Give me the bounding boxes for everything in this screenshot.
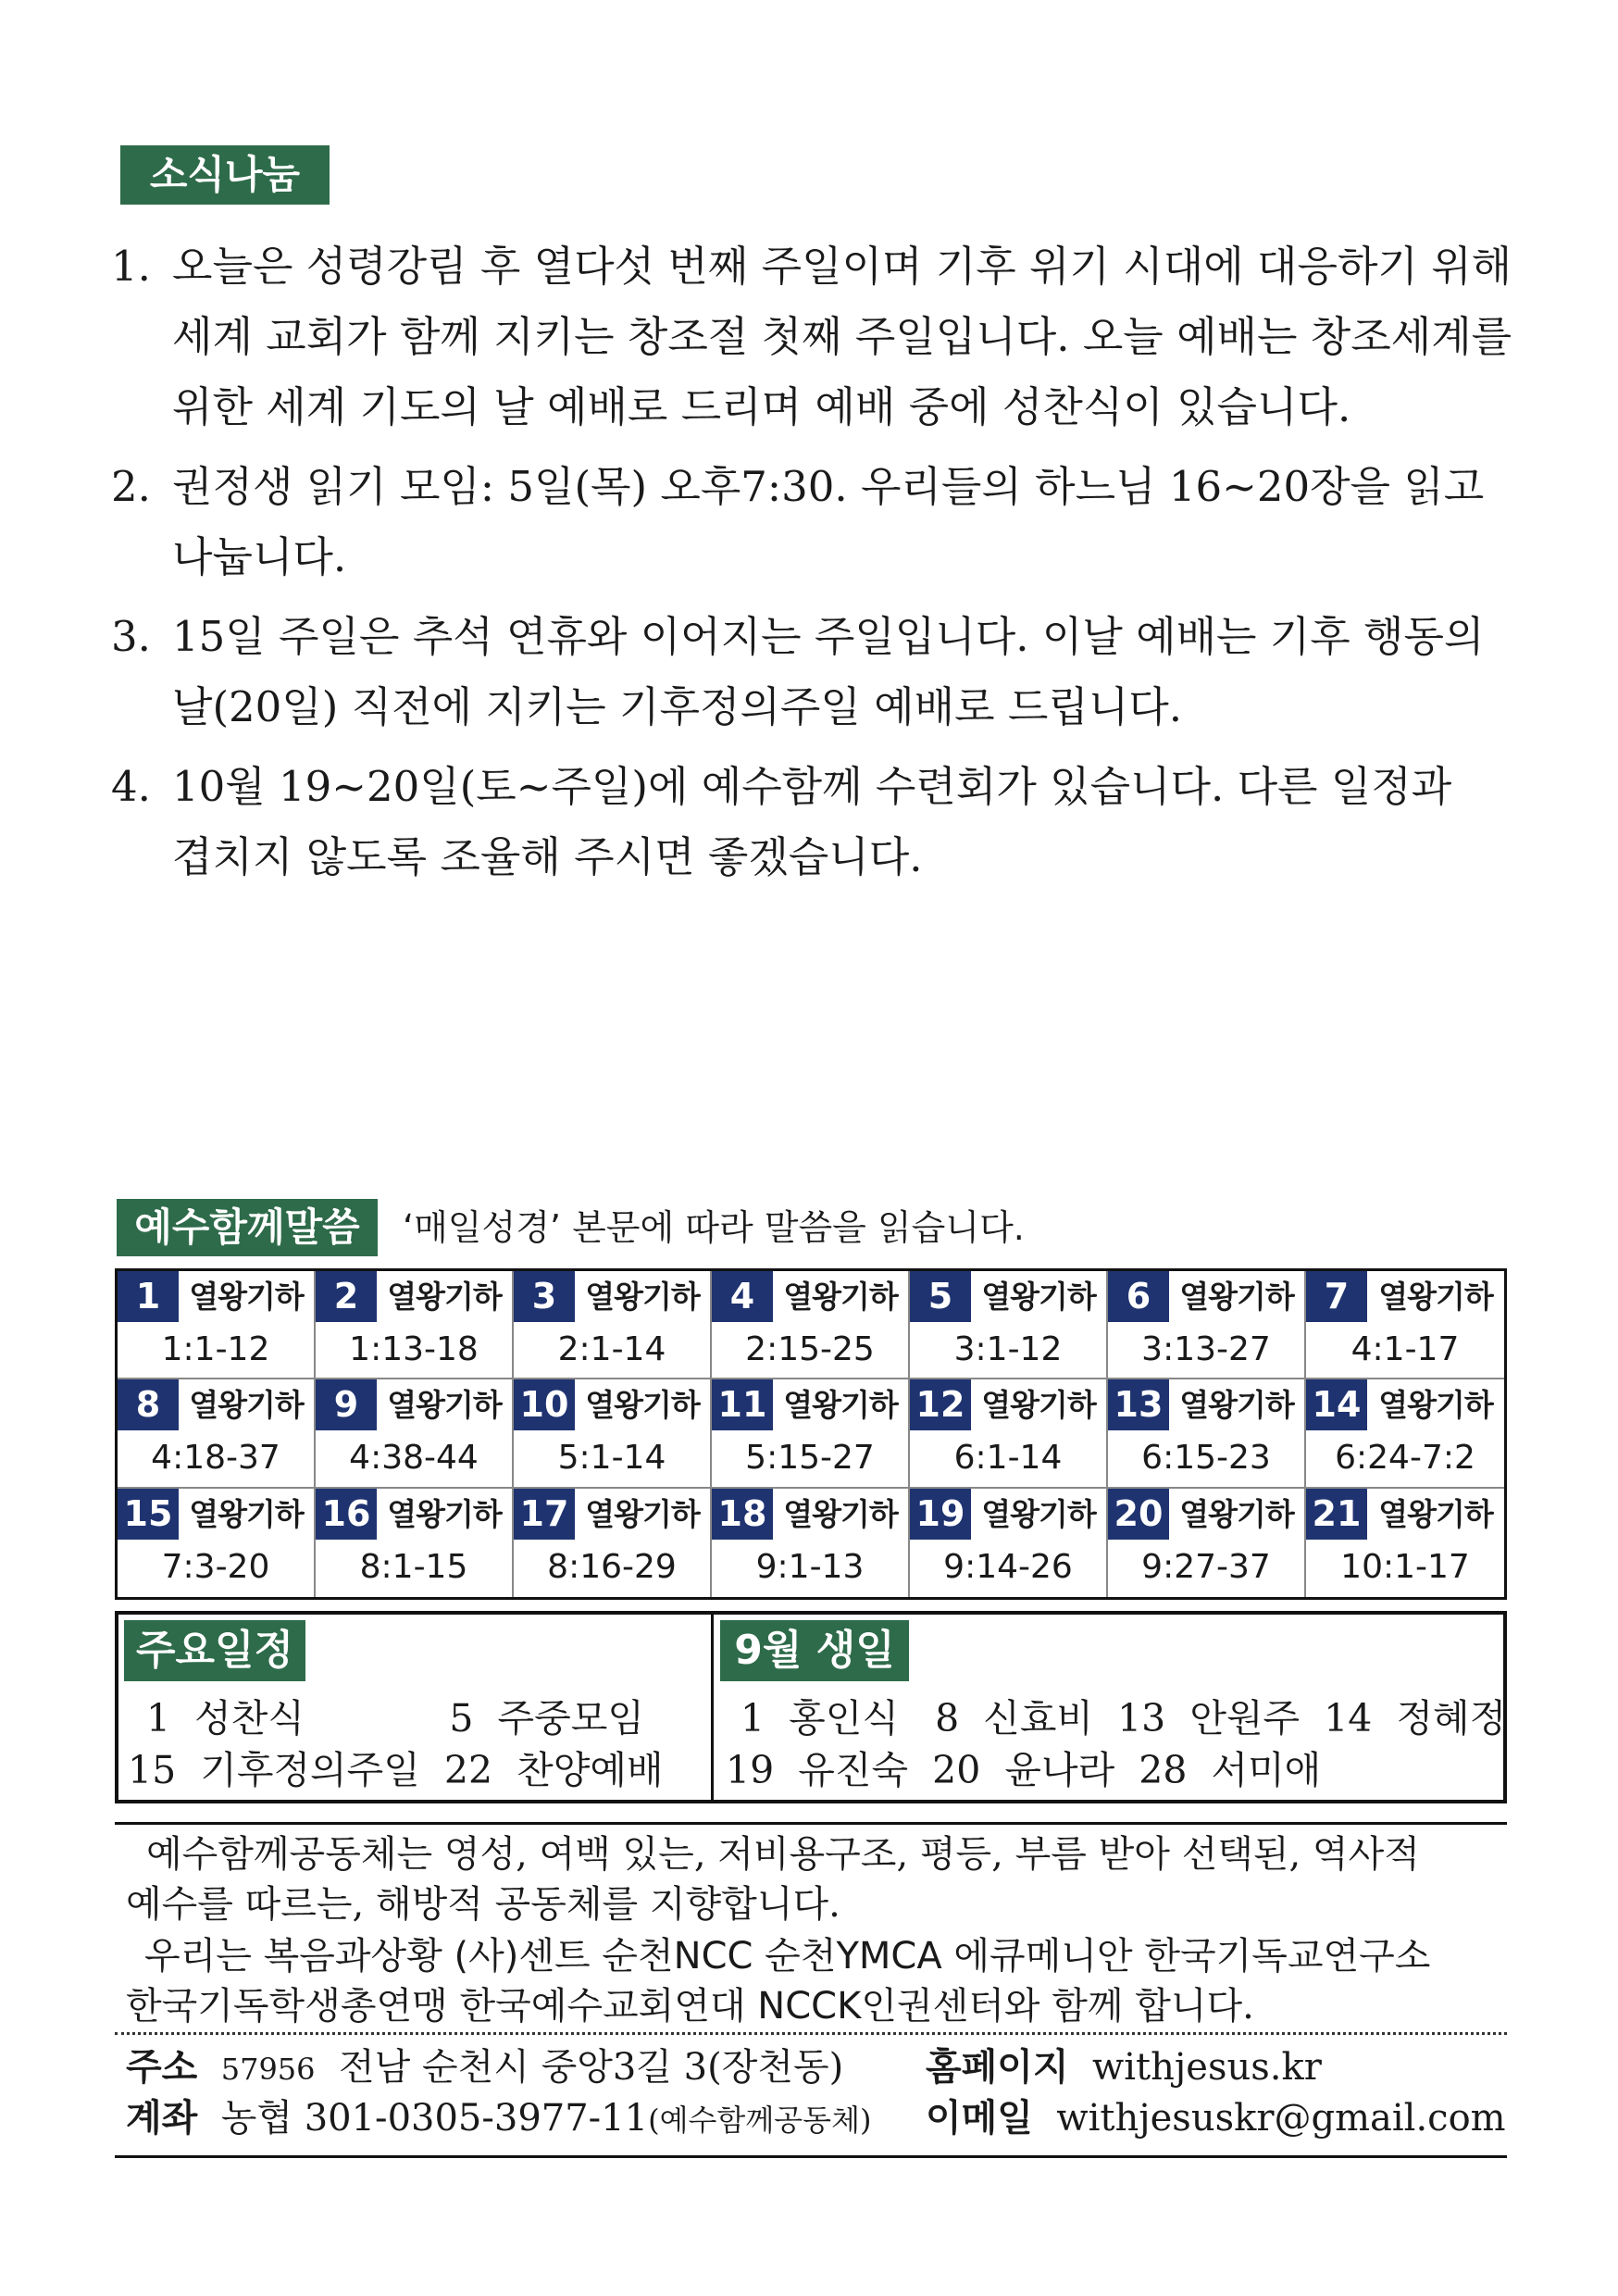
reading-book: 열왕기하 — [585, 1387, 700, 1424]
email-label: 이메일 — [926, 2097, 1033, 2140]
email-info — [926, 2093, 1506, 2143]
account-label: 계좌 — [126, 2097, 198, 2140]
reading-day: 7 — [1306, 1271, 1367, 1322]
reading-cell — [1108, 1271, 1306, 1379]
homepage-link[interactable]: withjesus.kr — [1092, 2046, 1322, 2089]
reading-cell — [910, 1379, 1108, 1488]
reading-cell-header — [316, 1379, 512, 1430]
reading-book: 열왕기하 — [387, 1495, 502, 1532]
reading-cell-header — [1108, 1271, 1304, 1322]
homepage-label: 홈페이지 — [926, 2046, 1069, 2089]
reading-verse: 10:1-17 — [1340, 1547, 1470, 1586]
reading-cell-header — [1306, 1379, 1504, 1430]
reading-day: 16 — [316, 1489, 377, 1540]
reading-book: 열왕기하 — [585, 1495, 700, 1532]
reading-verse: 8:16-29 — [547, 1547, 677, 1586]
reading-day: 3 — [514, 1271, 575, 1322]
reading-cell-header — [514, 1271, 710, 1322]
reading-book: 열왕기하 — [783, 1279, 898, 1315]
daily-word-description: ‘매일성경’ 본문에 따라 말씀을 읽습니다. — [403, 1207, 1025, 1248]
schedule-line: 15 기후정의주일 22 찬양예배 — [128, 1748, 664, 1792]
mission-statement: 예수함께공동체는 영성, 여백 있는, 저비용구조, 평등, 부름 받아 선택된, 역사적 예수를 따르는, 해방적 공동체를 지향합니다. — [126, 1833, 1420, 1926]
reading-verse: 6:1-14 — [953, 1439, 1063, 1478]
reading-cell — [1306, 1271, 1504, 1379]
reading-day: 21 — [1306, 1489, 1367, 1540]
reading-cell-header — [118, 1271, 314, 1322]
reading-verse: 2:1-14 — [557, 1330, 666, 1368]
reading-day: 19 — [910, 1489, 971, 1540]
birthday-tag: 9월 생일 — [720, 1620, 909, 1681]
news-item-4 — [111, 752, 1527, 892]
reading-book: 열왕기하 — [783, 1495, 898, 1532]
reading-cell-header — [910, 1489, 1106, 1540]
address-text: 전남 순천시 중앙3길 3(장천동) — [338, 2046, 844, 2089]
reading-cell — [316, 1379, 514, 1488]
account-info — [126, 2093, 871, 2145]
dotted-divider — [115, 2032, 1507, 2035]
box-divider — [711, 1615, 714, 1800]
reading-cell-header — [1306, 1489, 1504, 1540]
reading-verse: 9:1-13 — [755, 1547, 865, 1586]
reading-cell — [712, 1489, 910, 1597]
reading-cell — [514, 1379, 712, 1488]
reading-book: 열왕기하 — [981, 1495, 1096, 1532]
news-item-3 — [111, 602, 1527, 742]
news-item-1 — [111, 231, 1527, 443]
partners-statement — [126, 1931, 1505, 2031]
reading-verse: 3:13-27 — [1141, 1330, 1271, 1368]
reading-cell-header — [712, 1489, 908, 1540]
reading-book: 열왕기하 — [1378, 1387, 1493, 1424]
reading-day: 8 — [118, 1379, 179, 1430]
reading-verse: 9:14-26 — [943, 1547, 1073, 1586]
news-item-text: 10월 19~20일(토~주일)에 예수함께 수련회가 있습니다. 다른 일정과 겹치지 않도록 조율해 주시면 좋겠습니다. — [172, 762, 1452, 881]
reading-cell-header — [316, 1271, 512, 1322]
birthday-line: 1 홍인식 8 신효비 13 안원주 14 정혜정 — [741, 1696, 1507, 1741]
schedule-line: 1 성찬식 5 주중모임 — [146, 1696, 644, 1741]
daily-word-tag: 예수함께말씀 — [117, 1199, 378, 1256]
news-item-text: 15일 주일은 추석 연휴와 이어지는 주일입니다. 이날 예배는 기후 행동의 날(20일) 직전에 지키는 기후정의주일 예배로 드립니다. — [172, 612, 1485, 731]
account-holder: (예수함께공동체) — [648, 2103, 872, 2138]
partners-line-1 — [126, 1931, 1505, 1981]
reading-verse: 6:24-7:2 — [1335, 1439, 1475, 1478]
news-item-number: 2. — [111, 462, 151, 511]
reading-verse: 9:27-37 — [1141, 1547, 1271, 1586]
reading-cell — [1306, 1489, 1504, 1597]
reading-cell-header — [1306, 1271, 1504, 1322]
news-item-2 — [111, 452, 1527, 593]
reading-cell-header — [514, 1489, 710, 1540]
news-list — [111, 231, 1527, 902]
news-item-number: 4. — [111, 762, 151, 811]
reading-day: 17 — [514, 1489, 575, 1540]
reading-cell — [712, 1271, 910, 1379]
divider — [115, 2155, 1507, 2158]
reading-book: 열왕기하 — [1179, 1495, 1294, 1532]
reading-book: 열왕기하 — [1378, 1495, 1493, 1532]
reading-cell — [910, 1271, 1108, 1379]
reading-day: 18 — [712, 1489, 773, 1540]
reading-day: 4 — [712, 1271, 773, 1322]
reading-book: 열왕기하 — [1378, 1279, 1493, 1315]
reading-verse: 1:1-12 — [161, 1330, 270, 1368]
reading-verse: 8:1-15 — [359, 1547, 468, 1586]
reading-cell-header — [118, 1379, 314, 1430]
reading-verse: 7:3-20 — [161, 1547, 270, 1586]
birthday-line: 19 유진숙 20 윤나라 28 서미애 — [726, 1748, 1322, 1792]
news-section-tag: 소식나눔 — [120, 145, 330, 205]
schedule-tag: 주요일정 — [124, 1620, 305, 1681]
reading-book: 열왕기하 — [1179, 1387, 1294, 1424]
reading-day: 5 — [910, 1271, 971, 1322]
partners-intro: 우리는 — [144, 1935, 252, 1978]
address-info — [126, 2042, 843, 2094]
reading-cell — [118, 1379, 316, 1488]
reading-day: 13 — [1108, 1379, 1169, 1430]
reading-verse: 6:15-23 — [1141, 1439, 1271, 1478]
reading-cell-header — [1108, 1379, 1304, 1430]
reading-cell — [1108, 1379, 1306, 1488]
reading-verse: 5:15-27 — [745, 1439, 875, 1478]
reading-cell-header — [118, 1489, 314, 1540]
reading-cell — [1108, 1489, 1306, 1597]
partners-list-1: 복음과상황 (사)센트 순천NCC 순천YMCA 에큐메니안 한국기독교연구소 — [263, 1935, 1431, 1978]
reading-cell-header — [514, 1379, 710, 1430]
reading-verse: 5:1-14 — [557, 1439, 666, 1478]
reading-day: 20 — [1108, 1489, 1169, 1540]
reading-book: 열왕기하 — [387, 1387, 502, 1424]
address-label: 주소 — [126, 2046, 198, 2089]
reading-cell — [316, 1489, 514, 1597]
reading-book: 열왕기하 — [189, 1279, 304, 1315]
reading-cell — [514, 1271, 712, 1379]
reading-cell-header — [910, 1271, 1106, 1322]
homepage-info — [926, 2042, 1322, 2092]
reading-book: 열왕기하 — [387, 1279, 502, 1315]
reading-cell-header — [316, 1489, 512, 1540]
reading-cell — [514, 1489, 712, 1597]
reading-cell-header — [1108, 1489, 1304, 1540]
reading-verse: 3:1-12 — [953, 1330, 1063, 1368]
account-number: 농협 301-0305-3977-11 — [220, 2097, 649, 2140]
news-item-text: 권정생 읽기 모임: 5일(목) 오후7:30. 우리들의 하느님 16~20장을 읽고 나눕니다. — [172, 462, 1485, 581]
postal-code: 57956 — [220, 2052, 316, 2087]
reading-book: 열왕기하 — [981, 1279, 1096, 1315]
reading-cell — [910, 1489, 1108, 1597]
reading-verse: 4:38-44 — [349, 1439, 479, 1478]
reading-book: 열왕기하 — [189, 1387, 304, 1424]
reading-day: 12 — [910, 1379, 971, 1430]
reading-day: 10 — [514, 1379, 575, 1430]
reading-book: 열왕기하 — [783, 1387, 898, 1424]
reading-day: 6 — [1108, 1271, 1169, 1322]
reading-verse: 1:13-18 — [349, 1330, 479, 1368]
reading-day: 15 — [118, 1489, 179, 1540]
news-item-number: 3. — [111, 612, 151, 661]
schedule-birthday-box — [115, 1611, 1507, 1803]
email-link[interactable]: withjesuskr@gmail.com — [1056, 2097, 1506, 2140]
divider — [115, 1822, 1507, 1825]
reading-schedule-table — [115, 1268, 1507, 1600]
reading-cell-header — [712, 1271, 908, 1322]
reading-cell — [118, 1271, 316, 1379]
reading-cell — [712, 1379, 910, 1488]
reading-cell — [118, 1489, 316, 1597]
reading-cell — [1306, 1379, 1504, 1488]
reading-book: 열왕기하 — [189, 1495, 304, 1532]
reading-book: 열왕기하 — [981, 1387, 1096, 1424]
news-item-text: 오늘은 성령강림 후 열다섯 번째 주일이며 기후 위기 시대에 대응하기 위해 세계 교회가 함께 지키는 창조절 첫째 주일입니다. 오늘 예배는 창조세계를 위한 세계 기도의 날 예배로 드리며 예배 중에 성찬식이 있습니다. — [172, 242, 1512, 431]
news-item-number: 1. — [111, 242, 151, 291]
reading-book: 열왕기하 — [585, 1279, 700, 1315]
reading-book: 열왕기하 — [1179, 1279, 1294, 1315]
reading-cell — [316, 1271, 514, 1379]
partners-list-2: 한국기독학생총연맹 한국예수교회연대 NCCK인권센터 — [126, 1985, 1004, 2028]
reading-verse: 4:1-17 — [1350, 1330, 1460, 1368]
reading-verse: 4:18-37 — [151, 1439, 280, 1478]
reading-cell-header — [712, 1379, 908, 1430]
partners-end: 와 함께 합니다. — [1003, 1985, 1254, 2028]
reading-day: 9 — [316, 1379, 377, 1430]
reading-day: 2 — [316, 1271, 377, 1322]
reading-day: 1 — [118, 1271, 179, 1322]
reading-day: 14 — [1306, 1379, 1367, 1430]
reading-cell-header — [910, 1379, 1106, 1430]
reading-day: 11 — [712, 1379, 773, 1430]
reading-verse: 2:15-25 — [745, 1330, 875, 1368]
